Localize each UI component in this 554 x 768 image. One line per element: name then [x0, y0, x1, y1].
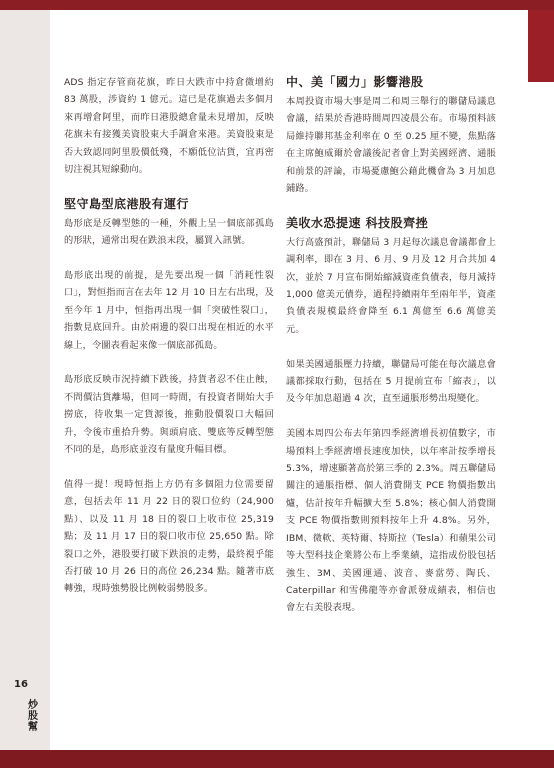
corner-tab — [528, 10, 554, 82]
left-paragraph-1: ADS 指定存管商花旗，昨日大跌市中持倉微增約 83 萬股，涉資約 1 億元。這已是花旗過去多個月來再增倉阿里，而昨日港股總倉量未見增加，反映花旗未有接獲美資股東大手調倉來港。美資股東是否大致認同阿里股價低殘，不願低位沽貨，宜再密切注視其短線動向。 — [64, 77, 274, 176]
right-section-heading-1: 中、美「國力」影響港股 — [286, 75, 424, 89]
right-column — [286, 74, 496, 634]
left-section-heading: 堅守島型底港股有運行 — [64, 196, 190, 211]
right-paragraph-1: 本周投資市場大事是周二和周三舉行的聯儲局議息會議，結果於香港時間周四凌晨公布。市場預料該局維持聯邦基金利率在 0 至 0.25 厘不變，焦點落在主席鮑威爾於會議後記者會上對美國經濟、通脹和前景的評論，市場憂慮鮑公藉此機會為 3 月加息鋪路。 — [286, 96, 496, 195]
left-paragraph-5: 值得一提！現時恒指上方仍有多個阻力位需要留意，包括去年 11 月 22 日的裂口位約（24,900 點）、以及 11 月 18 日的裂口上收市位 25,319 點；及 11 月 17 日的裂口收市位 25,650 點。除裂口之外，港股要打破下跌浪的走勢，最終視乎能否打破 10 月 26 日的高位 26,234 點。隨著市底轉強，現時強勢股比例較弱勢股多。 — [64, 478, 274, 595]
left-paragraph-4: 島形底反映市況持續下跌後，持貨者忍不住止蝕，不問價沽貨離場，但同一時間，有投資者開始大手撈底，待收集一定貨源後，推動股價裂口大幅回升，令後市重拾升勢。與頭肩底、雙底等反轉型態不同的是，島形底並沒有量度升幅目標。 — [64, 374, 274, 456]
left-column — [64, 74, 274, 615]
page-number: 16 — [14, 679, 28, 690]
left-margin-stripe — [0, 10, 50, 750]
left-paragraph-3: 島形底出現的前提，是先要出現一個「消耗性裂口」，對恒指而言在去年 12 月 10 日左右出現，及至今年 1 月中，恒指再出現一個「突破性裂口」，指數見底回升。由於兩邊的裂口出現在相近的水平線上，令圖表看起來像一個底部孤島。 — [64, 270, 274, 351]
brand-label: 炒股幫 — [28, 700, 38, 733]
right-section-heading-2: 美收水恐提速 科技股齊挫 — [286, 215, 429, 230]
left-paragraph-2: 島形底是反轉型態的一種，外觀上呈一個底部孤島的形狀，通常出現在跌浪末段，屬買入訊號。 — [64, 217, 274, 247]
right-paragraph-3: 如果美國通脹壓力持續，聯儲局可能在每次議息會議都採取行動，包括在 5 月提前宣布「縮表」，以及今年加息超過 4 次，直至通脹形勢出現變化。 — [286, 358, 496, 405]
right-paragraph-2: 大行高盛預計，聯儲局 3 月起每次議息會議都會上調利率，即在 3 月、6 月、9 月及 12 月合共加 4 次，並於 7 月宣布開始縮減資產負債表，每月減持 1,000 億美元債券，過程持續兩年至兩年半，資產負債表規模最終會降至 6.1 萬億至 6.6 萬億美元。 — [286, 236, 496, 335]
bottom-border-bar — [0, 750, 554, 768]
right-paragraph-4: 美國本周四公布去年第四季經濟增長初值數字，市場預料上季經濟增長速度加快，以年率計按季增長 5.3%，增速顯著高於第三季的 2.3%。周五聯儲局關注的通脹指標、個人消費開支 PCE 物價指數出爐，估計按年升幅擴大至 5.8%；核心個人消費開支 PCE 物價指數則預料按年上升 4.8%。另外，IBM、微軟、英特爾、特斯拉（Tesla）和蘋果公司等大型科技企業將公布上季業績，這指成份股包括強生、3M、美國運通、波音、麥當勞、陶氏、Caterpillar 和雪佛龍等亦會派發成績表，相信也會左右美股表現。 — [286, 428, 496, 614]
top-border-bar — [0, 0, 554, 10]
